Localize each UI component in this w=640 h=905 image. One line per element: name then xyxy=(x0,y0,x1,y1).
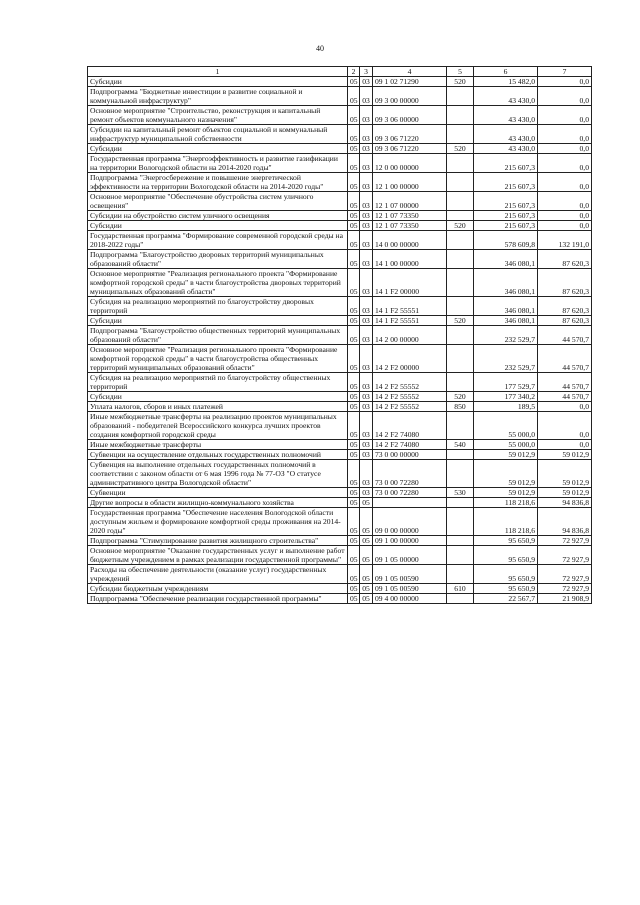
subsection-cell: 03 xyxy=(360,450,373,460)
subsection-cell: 05 xyxy=(360,565,373,584)
section-cell: 05 xyxy=(348,87,360,106)
row-name-cell: Основное мероприятие "Строительство, реконструкция и капитальный ремонт объектов коммунального назначения" xyxy=(88,106,348,125)
expense-type-cell xyxy=(447,250,474,269)
amount-2019-cell: 95 650,9 xyxy=(474,565,538,584)
expense-type-cell xyxy=(447,106,474,125)
target-article-cell: 12 0 00 00000 xyxy=(373,154,447,173)
row-name-cell: Основное мероприятие "Обеспечение обустройства систем уличного освещения" xyxy=(88,192,348,211)
expense-type-cell xyxy=(447,326,474,345)
table-row xyxy=(88,77,592,87)
target-article-cell: 12 1 07 73350 xyxy=(373,221,447,231)
section-cell: 05 xyxy=(348,154,360,173)
section-cell: 05 xyxy=(348,412,360,440)
row-name-cell: Подпрограмма "Благоустройство общественных территорий муниципальных образований области" xyxy=(88,326,348,345)
table-row xyxy=(88,594,592,604)
target-article-cell xyxy=(373,498,447,508)
subsection-cell: 03 xyxy=(360,77,373,87)
row-name-cell: Подпрограмма "Энергосбережение и повышение энергетической эффективности на территории Вологодской области на 2014-2020 годы" xyxy=(88,173,348,192)
expense-type-cell: 520 xyxy=(447,392,474,402)
amount-2019-cell: 177 529,7 xyxy=(474,373,538,392)
table-row xyxy=(88,326,592,345)
expense-type-cell xyxy=(447,231,474,250)
table-row xyxy=(88,488,592,498)
amount-2020-cell: 59 012,9 xyxy=(538,488,592,498)
expense-type-cell: 520 xyxy=(447,221,474,231)
amount-2019-cell: 346 080,1 xyxy=(474,250,538,269)
subsection-cell: 05 xyxy=(360,594,373,604)
section-cell: 05 xyxy=(348,211,360,221)
table-row xyxy=(88,221,592,231)
table-row xyxy=(88,450,592,460)
subsection-cell: 03 xyxy=(360,440,373,450)
amount-2020-cell: 0,0 xyxy=(538,192,592,211)
target-article-cell: 14 2 00 00000 xyxy=(373,326,447,345)
table-row xyxy=(88,231,592,250)
expense-type-cell xyxy=(447,450,474,460)
amount-2019-cell: 189,5 xyxy=(474,402,538,412)
table-row xyxy=(88,316,592,326)
section-cell: 05 xyxy=(348,144,360,154)
section-cell: 05 xyxy=(348,450,360,460)
table-row xyxy=(88,402,592,412)
section-cell: 05 xyxy=(348,565,360,584)
row-name-cell: Подпрограмма "Бюджетные инвестиции в развитие социальной и коммунальной инфраструктур" xyxy=(88,87,348,106)
table-row xyxy=(88,211,592,221)
row-name-cell: Расходы на обеспечение деятельности (оказание услуг) государственных учреждений xyxy=(88,565,348,584)
amount-2019-cell: 177 340,2 xyxy=(474,392,538,402)
table-row xyxy=(88,345,592,373)
row-name-cell: Субсидии xyxy=(88,392,348,402)
target-article-cell: 12 1 07 73350 xyxy=(373,211,447,221)
amount-2019-cell: 22 567,7 xyxy=(474,594,538,604)
subsection-cell: 05 xyxy=(360,546,373,565)
row-name-cell: Другие вопросы в области жилищно-коммунального хозяйства xyxy=(88,498,348,508)
target-article-cell: 14 1 F2 00000 xyxy=(373,269,447,297)
row-name-cell: Государственная программа "Энергоэффективность и развитие газификации на территории Вологодской области на 2014-2020 годы" xyxy=(88,154,348,173)
amount-2019-cell: 215 607,3 xyxy=(474,221,538,231)
row-name-cell: Государственная программа "Обеспечение населения Вологодской области доступным жильем и формирование комфортной среды проживания на 2014-2020 годы" xyxy=(88,508,348,536)
header-cell: 1 xyxy=(88,67,348,77)
expense-type-cell xyxy=(447,345,474,373)
row-name-cell: Субсидии xyxy=(88,316,348,326)
amount-2019-cell: 59 012,9 xyxy=(474,450,538,460)
amount-2019-cell: 59 012,9 xyxy=(474,460,538,488)
expense-type-cell: 850 xyxy=(447,402,474,412)
amount-2020-cell: 44 570,7 xyxy=(538,326,592,345)
row-name-cell: Иные межбюджетные трансферты на реализацию проектов муниципальных образований - победителей Всероссийского конкурса лучших проектов создания комфортной городской среды xyxy=(88,412,348,440)
subsection-cell: 03 xyxy=(360,87,373,106)
header-cell: 2 xyxy=(348,67,360,77)
row-name-cell: Иные межбюджетные трансферты xyxy=(88,440,348,450)
row-name-cell: Подпрограмма "Стимулирование развития жилищного строительства" xyxy=(88,536,348,546)
section-cell: 05 xyxy=(348,173,360,192)
expense-type-cell: 520 xyxy=(447,77,474,87)
subsection-cell: 03 xyxy=(360,326,373,345)
amount-2019-cell: 346 080,1 xyxy=(474,297,538,316)
target-article-cell: 14 1 00 00000 xyxy=(373,250,447,269)
expense-type-cell xyxy=(447,460,474,488)
page-number: 40 xyxy=(316,44,324,53)
section-cell: 05 xyxy=(348,508,360,536)
amount-2019-cell: 578 609,8 xyxy=(474,231,538,250)
subsection-cell: 03 xyxy=(360,460,373,488)
target-article-cell: 12 1 00 00000 xyxy=(373,173,447,192)
section-cell: 05 xyxy=(348,77,360,87)
target-article-cell: 73 0 00 72280 xyxy=(373,460,447,488)
subsection-cell: 03 xyxy=(360,250,373,269)
amount-2020-cell: 72 927,9 xyxy=(538,565,592,584)
table-header-row xyxy=(88,67,592,77)
amount-2020-cell: 0,0 xyxy=(538,106,592,125)
expense-type-cell xyxy=(447,211,474,221)
table-row xyxy=(88,546,592,565)
row-name-cell: Основное мероприятие "Оказание государственных услуг и выполнение работ бюджетным учреждением в рамках реализации государственной программы" xyxy=(88,546,348,565)
row-name-cell: Основное мероприятие "Реализация регионального проекта "Формирование комфортной городской среды" в части благоустройства дворовых территорий муниципальных образований области" xyxy=(88,269,348,297)
section-cell: 05 xyxy=(348,402,360,412)
section-cell: 05 xyxy=(348,192,360,211)
table-row xyxy=(88,125,592,144)
amount-2020-cell: 0,0 xyxy=(538,144,592,154)
expense-type-cell xyxy=(447,154,474,173)
target-article-cell: 14 0 00 00000 xyxy=(373,231,447,250)
section-cell: 05 xyxy=(348,546,360,565)
table-row xyxy=(88,460,592,488)
amount-2019-cell: 215 607,3 xyxy=(474,154,538,173)
amount-2020-cell: 72 927,9 xyxy=(538,536,592,546)
amount-2020-cell: 0,0 xyxy=(538,221,592,231)
expense-type-cell xyxy=(447,498,474,508)
subsection-cell: 03 xyxy=(360,373,373,392)
subsection-cell: 03 xyxy=(360,231,373,250)
table-row xyxy=(88,87,592,106)
expense-type-cell xyxy=(447,297,474,316)
section-cell: 05 xyxy=(348,316,360,326)
target-article-cell: 09 0 00 00000 xyxy=(373,508,447,536)
amount-2019-cell: 215 607,3 xyxy=(474,173,538,192)
expense-type-cell: 540 xyxy=(447,440,474,450)
subsection-cell: 03 xyxy=(360,192,373,211)
header-cell: 6 xyxy=(474,67,538,77)
expense-type-cell: 530 xyxy=(447,488,474,498)
target-article-cell: 09 1 05 00590 xyxy=(373,584,447,594)
amount-2019-cell: 232 529,7 xyxy=(474,345,538,373)
subsection-cell: 03 xyxy=(360,211,373,221)
target-article-cell: 14 2 F2 00000 xyxy=(373,345,447,373)
amount-2019-cell: 15 482,0 xyxy=(474,77,538,87)
amount-2020-cell: 87 620,3 xyxy=(538,269,592,297)
table-row xyxy=(88,250,592,269)
amount-2019-cell: 232 529,7 xyxy=(474,326,538,345)
expense-type-cell xyxy=(447,536,474,546)
table-row xyxy=(88,373,592,392)
table-row xyxy=(88,412,592,440)
amount-2019-cell: 55 000,0 xyxy=(474,412,538,440)
table-row xyxy=(88,154,592,173)
row-name-cell: Субсидия на реализацию мероприятий по благоустройству дворовых территорий xyxy=(88,297,348,316)
subsection-cell: 05 xyxy=(360,508,373,536)
section-cell: 05 xyxy=(348,460,360,488)
row-name-cell: Государственная программа "Формирование современной городской среды на 2018-2022 годы" xyxy=(88,231,348,250)
row-name-cell: Субсидии на обустройство систем уличного освещения xyxy=(88,211,348,221)
section-cell: 05 xyxy=(348,221,360,231)
row-name-cell: Субвенции на осуществление отдельных государственных полномочий xyxy=(88,450,348,460)
amount-2020-cell: 72 927,9 xyxy=(538,584,592,594)
row-name-cell: Субсидии xyxy=(88,221,348,231)
expense-type-cell xyxy=(447,546,474,565)
section-cell: 05 xyxy=(348,125,360,144)
amount-2020-cell: 44 570,7 xyxy=(538,392,592,402)
expense-type-cell xyxy=(447,269,474,297)
row-name-cell: Уплата налогов, сборов и иных платежей xyxy=(88,402,348,412)
row-name-cell: Субвенция на выполнение отдельных государственных полномочий в соответствии с законом области от 6 мая 1996 года № 77-ОЗ "О статусе административного центра Вологодской области" xyxy=(88,460,348,488)
amount-2020-cell: 87 620,3 xyxy=(538,250,592,269)
amount-2020-cell: 132 191,0 xyxy=(538,231,592,250)
table-row xyxy=(88,565,592,584)
section-cell: 05 xyxy=(348,297,360,316)
target-article-cell: 09 1 05 00000 xyxy=(373,546,447,565)
expense-type-cell xyxy=(447,192,474,211)
amount-2020-cell: 72 927,9 xyxy=(538,546,592,565)
target-article-cell: 09 1 00 00000 xyxy=(373,536,447,546)
section-cell: 05 xyxy=(348,345,360,373)
amount-2019-cell: 43 430,0 xyxy=(474,125,538,144)
amount-2020-cell: 0,0 xyxy=(538,77,592,87)
amount-2020-cell: 0,0 xyxy=(538,402,592,412)
expense-type-cell xyxy=(447,594,474,604)
target-article-cell: 73 0 00 00000 xyxy=(373,450,447,460)
amount-2019-cell: 43 430,0 xyxy=(474,87,538,106)
amount-2020-cell: 0,0 xyxy=(538,125,592,144)
amount-2020-cell: 0,0 xyxy=(538,211,592,221)
subsection-cell: 03 xyxy=(360,173,373,192)
amount-2019-cell: 215 607,3 xyxy=(474,192,538,211)
expense-type-cell xyxy=(447,508,474,536)
expense-type-cell: 520 xyxy=(447,316,474,326)
header-cell: 5 xyxy=(447,67,474,77)
target-article-cell: 14 2 F2 74080 xyxy=(373,412,447,440)
amount-2019-cell: 95 650,9 xyxy=(474,536,538,546)
section-cell: 05 xyxy=(348,106,360,125)
table-row xyxy=(88,392,592,402)
target-article-cell: 09 1 02 71290 xyxy=(373,77,447,87)
section-cell: 05 xyxy=(348,231,360,250)
amount-2020-cell: 59 012,9 xyxy=(538,450,592,460)
subsection-cell: 03 xyxy=(360,392,373,402)
subsection-cell: 03 xyxy=(360,221,373,231)
section-cell: 05 xyxy=(348,373,360,392)
row-name-cell: Подпрограмма "Благоустройство дворовых территорий муниципальных образований области" xyxy=(88,250,348,269)
table-row xyxy=(88,440,592,450)
table-row xyxy=(88,498,592,508)
target-article-cell: 14 2 F2 55552 xyxy=(373,402,447,412)
expense-type-cell xyxy=(447,565,474,584)
amount-2019-cell: 43 430,0 xyxy=(474,106,538,125)
expense-type-cell xyxy=(447,125,474,144)
subsection-cell: 03 xyxy=(360,154,373,173)
expense-type-cell: 520 xyxy=(447,144,474,154)
amount-2020-cell: 21 908,9 xyxy=(538,594,592,604)
section-cell: 05 xyxy=(348,392,360,402)
header-cell: 3 xyxy=(360,67,373,77)
target-article-cell: 09 4 00 00000 xyxy=(373,594,447,604)
row-name-cell: Субсидии бюджетным учреждениям xyxy=(88,584,348,594)
target-article-cell: 09 3 06 71220 xyxy=(373,144,447,154)
table-row xyxy=(88,297,592,316)
target-article-cell: 09 3 06 00000 xyxy=(373,106,447,125)
amount-2019-cell: 346 080,1 xyxy=(474,269,538,297)
subsection-cell: 03 xyxy=(360,412,373,440)
table-row xyxy=(88,144,592,154)
budget-table xyxy=(87,66,592,604)
amount-2020-cell: 0,0 xyxy=(538,154,592,173)
row-name-cell: Субвенции xyxy=(88,488,348,498)
section-cell: 05 xyxy=(348,536,360,546)
amount-2020-cell: 59 012,9 xyxy=(538,460,592,488)
row-name-cell: Субсидии на капитальный ремонт объектов социальной и коммунальный инфраструктур муниципальной собственности xyxy=(88,125,348,144)
section-cell: 05 xyxy=(348,594,360,604)
table-row xyxy=(88,173,592,192)
amount-2020-cell: 0,0 xyxy=(538,173,592,192)
subsection-cell: 03 xyxy=(360,125,373,144)
target-article-cell: 14 2 F2 55552 xyxy=(373,392,447,402)
amount-2020-cell: 0,0 xyxy=(538,87,592,106)
amount-2019-cell: 59 012,9 xyxy=(474,488,538,498)
amount-2019-cell: 95 650,9 xyxy=(474,584,538,594)
target-article-cell: 14 1 F2 55551 xyxy=(373,297,447,316)
section-cell: 05 xyxy=(348,250,360,269)
table-row xyxy=(88,192,592,211)
amount-2020-cell: 0,0 xyxy=(538,440,592,450)
amount-2019-cell: 55 000,0 xyxy=(474,440,538,450)
table-row xyxy=(88,536,592,546)
section-cell: 05 xyxy=(348,498,360,508)
table-row xyxy=(88,269,592,297)
row-name-cell: Основное мероприятие "Реализация регионального проекта "Формирование комфортной городской среды" в части благоустройства общественных территорий муниципальных образований области" xyxy=(88,345,348,373)
amount-2020-cell: 44 570,7 xyxy=(538,373,592,392)
expense-type-cell xyxy=(447,373,474,392)
row-name-cell: Подпрограмма "Обеспечение реализации государственной программы" xyxy=(88,594,348,604)
amount-2019-cell: 346 080,1 xyxy=(474,316,538,326)
header-cell: 7 xyxy=(538,67,592,77)
amount-2020-cell: 94 836,8 xyxy=(538,508,592,536)
table-row xyxy=(88,106,592,125)
amount-2019-cell: 43 430,0 xyxy=(474,144,538,154)
subsection-cell: 03 xyxy=(360,106,373,125)
header-cell: 4 xyxy=(373,67,447,77)
section-cell: 05 xyxy=(348,584,360,594)
subsection-cell: 03 xyxy=(360,316,373,326)
section-cell: 05 xyxy=(348,269,360,297)
amount-2020-cell: 87 620,3 xyxy=(538,297,592,316)
target-article-cell: 09 1 05 00590 xyxy=(373,565,447,584)
subsection-cell: 03 xyxy=(360,297,373,316)
amount-2019-cell: 215 607,3 xyxy=(474,211,538,221)
section-cell: 05 xyxy=(348,326,360,345)
target-article-cell: 09 3 00 00000 xyxy=(373,87,447,106)
table-row xyxy=(88,584,592,594)
target-article-cell: 14 2 F2 55552 xyxy=(373,373,447,392)
amount-2020-cell: 87 620,3 xyxy=(538,316,592,326)
target-article-cell: 73 0 00 72280 xyxy=(373,488,447,498)
subsection-cell: 05 xyxy=(360,584,373,594)
amount-2019-cell: 118 218,6 xyxy=(474,498,538,508)
subsection-cell: 03 xyxy=(360,402,373,412)
expense-type-cell xyxy=(447,412,474,440)
amount-2020-cell: 0,0 xyxy=(538,412,592,440)
subsection-cell: 03 xyxy=(360,488,373,498)
subsection-cell: 03 xyxy=(360,345,373,373)
expense-type-cell: 610 xyxy=(447,584,474,594)
target-article-cell: 12 1 07 00000 xyxy=(373,192,447,211)
target-article-cell: 14 1 F2 55551 xyxy=(373,316,447,326)
target-article-cell: 14 2 F2 74080 xyxy=(373,440,447,450)
section-cell: 05 xyxy=(348,440,360,450)
amount-2019-cell: 118 218,6 xyxy=(474,508,538,536)
row-name-cell: Субсидия на реализацию мероприятий по благоустройству общественных территорий xyxy=(88,373,348,392)
amount-2020-cell: 44 570,7 xyxy=(538,345,592,373)
expense-type-cell xyxy=(447,87,474,106)
row-name-cell: Субсидии xyxy=(88,77,348,87)
amount-2020-cell: 94 836,8 xyxy=(538,498,592,508)
table-row xyxy=(88,508,592,536)
amount-2019-cell: 95 650,9 xyxy=(474,546,538,565)
subsection-cell: 05 xyxy=(360,536,373,546)
subsection-cell: 03 xyxy=(360,144,373,154)
section-cell: 05 xyxy=(348,488,360,498)
target-article-cell: 09 3 06 71220 xyxy=(373,125,447,144)
expense-type-cell xyxy=(447,173,474,192)
subsection-cell: 03 xyxy=(360,269,373,297)
subsection-cell: 05 xyxy=(360,498,373,508)
row-name-cell: Субсидии xyxy=(88,144,348,154)
